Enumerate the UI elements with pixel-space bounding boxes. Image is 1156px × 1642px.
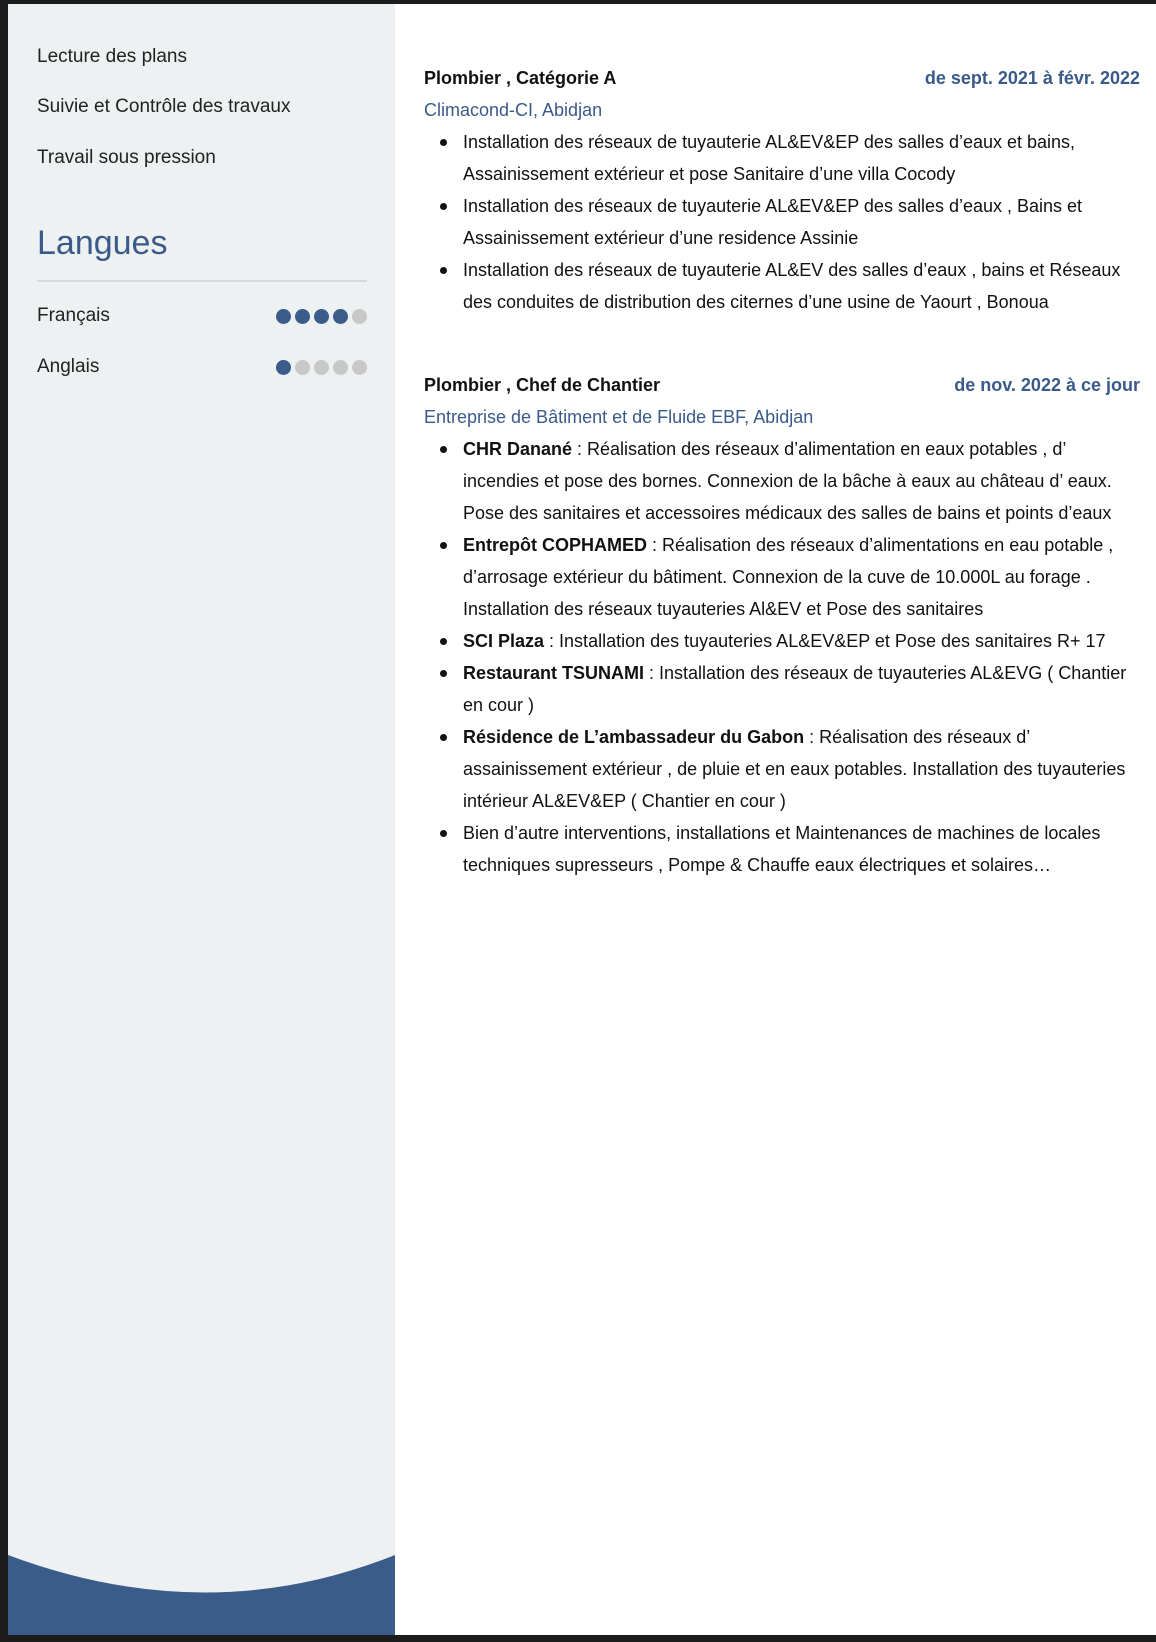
- bullet-text: : Réalisation des réseaux d’ assainissement extérieur , de pluie et en eaux potables. Installation des tuyauteries intérieur AL&EV&EP ( Chantier en cour ): [463, 727, 1126, 811]
- job-bullet-item: [424, 190, 1140, 254]
- level-dot-filled: [295, 309, 310, 324]
- project-name: CHR Danané: [463, 439, 573, 459]
- language-name: Français: [37, 305, 110, 326]
- level-dot-filled: [276, 309, 291, 324]
- language-row: [37, 356, 367, 380]
- skill-item: Travail sous pression: [37, 147, 216, 168]
- skill-item: Suivie et Contrôle des travaux: [37, 96, 291, 117]
- bullet-text: Installation des réseaux de tuyauterie AL&EV des salles d’eaux , bains et Réseaux des conduites de distribution des citernes d’une usine de Yaourt , Bonoua: [463, 260, 1121, 312]
- bullet-text: : Réalisation des réseaux d’alimentations en eau potable , d’arrosage extérieur du bâtiment. Connexion de la cuve de 10.000L au forage . Installation des réseaux tuyauteries Al&EV et Pose des sanitaires: [463, 535, 1114, 619]
- job-dates: de sept. 2021 à févr. 2022: [924, 68, 1140, 88]
- level-dot-empty: [352, 360, 367, 375]
- bullet-text: Bien d’autre interventions, installations et Maintenances de machines de locales techniques supresseurs , Pompe & Chauffe eaux électriques et solaires…: [463, 823, 1101, 875]
- job-bullet-item: [424, 721, 1140, 817]
- languages-heading: Langues: [37, 224, 168, 262]
- language-row: [37, 305, 367, 329]
- job-bullet-item: [424, 126, 1140, 190]
- section-divider: [37, 280, 367, 282]
- job-bullet-item: [424, 433, 1140, 529]
- level-dot-empty: [314, 360, 329, 375]
- language-name: Anglais: [37, 356, 100, 377]
- project-name: SCI Plaza: [463, 631, 545, 651]
- bullet-text: : Installation des réseaux de tuyauteries AL&EVG ( Chantier en cour ): [463, 663, 1127, 715]
- job-bullets: [424, 433, 1140, 881]
- job-company: Climacond-CI, Abidjan: [424, 100, 603, 120]
- project-name: Entrepôt COPHAMED: [463, 535, 647, 555]
- job-bullet-item: [424, 657, 1140, 721]
- bullet-text: : Installation des tuyauteries AL&EV&EP et Pose des sanitaires R+ 17: [544, 631, 1106, 651]
- project-name: Résidence de L’ambassadeur du Gabon: [463, 727, 805, 747]
- level-dot-filled: [276, 360, 291, 375]
- level-dot-empty: [352, 309, 367, 324]
- level-dot-empty: [333, 360, 348, 375]
- job-title: Plombier , Catégorie A: [424, 68, 617, 88]
- skill-item: Lecture des plans: [37, 46, 187, 67]
- decorative-wave: [8, 1555, 395, 1635]
- cv-page: [8, 4, 1156, 1635]
- sidebar: [8, 4, 395, 1635]
- job-company: Entreprise de Bâtiment et de Fluide EBF, Abidjan: [424, 407, 814, 427]
- level-dot-filled: [333, 309, 348, 324]
- bullet-text: : Réalisation des réseaux d’alimentation en eaux potables , d’ incendies et pose des bornes. Connexion de la bâche à eaux au château d’ eaux. Pose des sanitaires et accessoires médicaux des salles de bains et points d’eaux: [463, 439, 1112, 523]
- bullet-text: Installation des réseaux de tuyauterie AL&EV&EP des salles d’eaux , Bains et Assainissement extérieur d’une residence Assinie: [463, 196, 1083, 248]
- job-bullet-item: [424, 625, 1140, 657]
- job-bullet-item: [424, 254, 1140, 318]
- language-level-dots: [276, 309, 367, 324]
- project-name: Restaurant TSUNAMI: [463, 663, 645, 683]
- job-bullet-item: [424, 817, 1140, 881]
- level-dot-filled: [314, 309, 329, 324]
- level-dot-empty: [295, 360, 310, 375]
- job-bullet-item: [424, 529, 1140, 625]
- job-bullets: [424, 126, 1140, 318]
- job-title: Plombier , Chef de Chantier: [424, 375, 661, 395]
- language-level-dots: [276, 360, 367, 375]
- bullet-text: Installation des réseaux de tuyauterie AL&EV&EP des salles d’eaux et bains, Assainissement extérieur et pose Sanitaire d’une villa Cocody: [463, 132, 1076, 184]
- job-dates: de nov. 2022 à ce jour: [954, 375, 1140, 395]
